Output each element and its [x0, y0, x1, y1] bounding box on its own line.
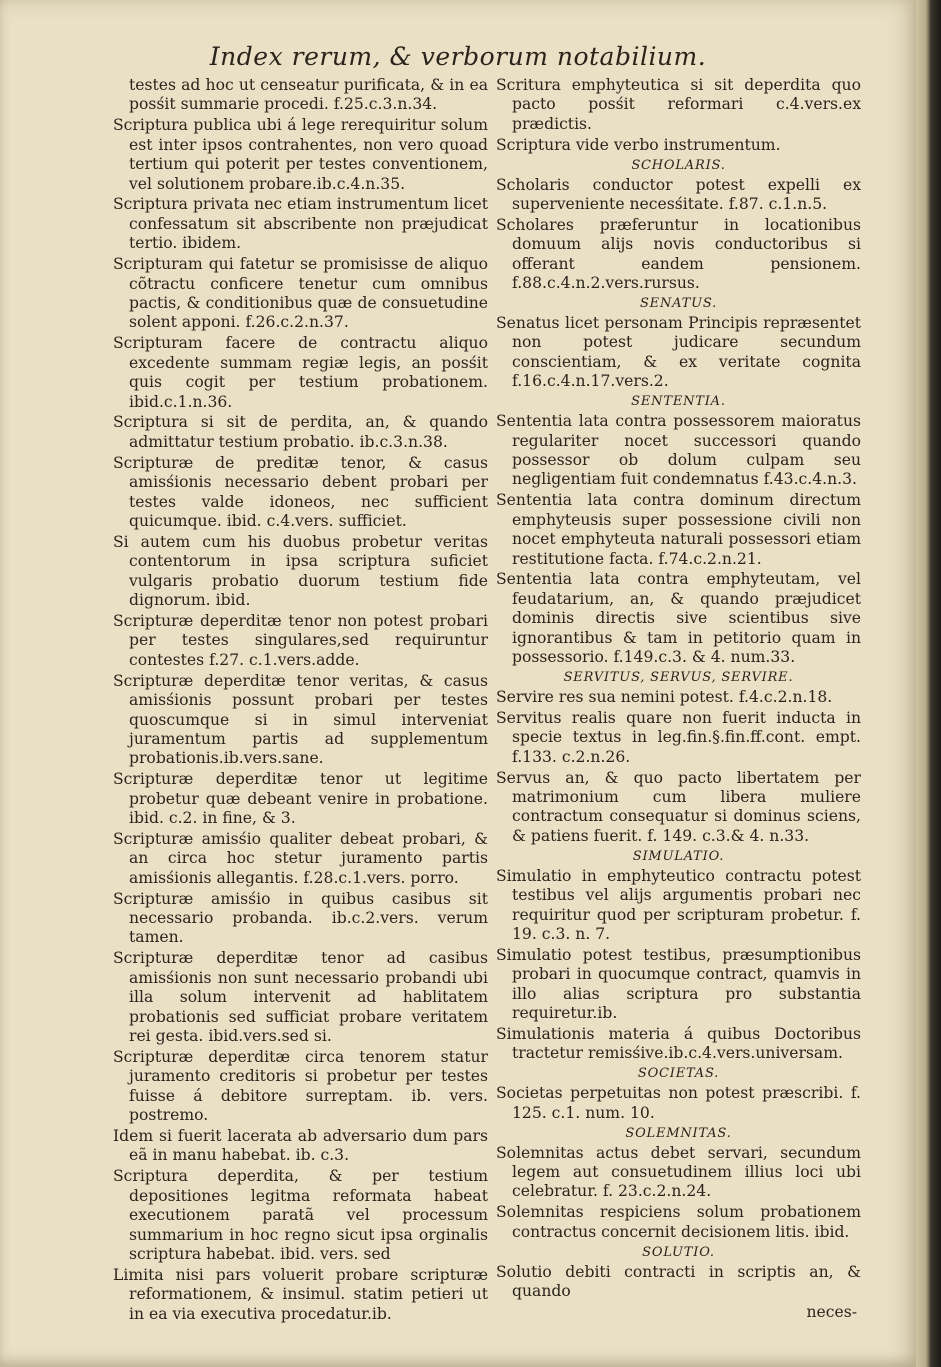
index-entry: Scripturam facere de contractu aliquo excedente summam regiæ legis, an posśit quis cogit per testium probationem. ibid.c.1.n.36. [113, 334, 488, 411]
index-entry: Solemnitas actus debet servari, secundum legem aut consuetudinem illius loci ubi celebratur. f. 23.c.2.n.24. [496, 1143, 861, 1201]
index-entry: Scripturæ amisśio qualiter debeat probari, & an circa hoc stetur juramento partis amisśionis allegantis. f.28.c.1.vers. porro. [113, 829, 488, 887]
index-entry: Scholares præferuntur in locationibus domuum alijs novis conductoribus si offerant eandem pensionem. f.88.c.4.n.2.vers.rursus. [496, 215, 861, 293]
index-entry: Servus an, & quo pacto libertatem per matrimonium cum libera muliere contractum consequatur si dominus sciens, & patiens fuerit. f. 149. c.3.& 4. n.33. [496, 768, 861, 845]
index-entry: Societas perpetuitas non potest præscribi. f. 125. c.1. num. 10. [496, 1084, 861, 1122]
index-entry: Solutio debiti contracti in scriptis an, & quando [496, 1262, 861, 1301]
index-entry: Si autem cum his duobus probetur veritas contentorum in ipsa scriptura suficiet vulgaris probatio duorum testium fide dignorum. ibid. [113, 532, 488, 610]
right-column [496, 76, 861, 1322]
index-entry: Sententia lata contra dominum directum emphyteusis super possessione civili non nocet emphyteuta naturali possessori etiam restitutione facta. f.74.c.2.n.21. [496, 491, 861, 568]
left-column [113, 76, 488, 1326]
section-heading: SCHOLARIS. [631, 157, 726, 173]
index-entry: Scriptura deperdita, & per testium depositiones legitma reformata habeat executionem paratã vel processum summarium in hoc regno sicut ipsa orginalis scriptura habebat. ibid. vers. sed [113, 1167, 488, 1263]
index-entry: Scriptura publica ubi á lege rerequiritur solum est inter ipsos contrahentes, non vero quoad tertium qui poterit per testes conventionem, vel solutionem probare.ib.c.4.n.35. [113, 116, 488, 193]
catchword: neces- [806, 1302, 857, 1321]
index-entry: Senatus licet personam Principis repræsentet non potest judicare secundum conscientiam, & ex veritate cognita f.16.c.4.n.17.vers.2. [496, 314, 861, 391]
index-entry: Scriptura si sit de perdita, an, & quando admittatur testium probatio. ib.c.3.n.38. [113, 413, 488, 451]
index-entry: Idem si fuerit lacerata ab adversario dum pars eã in manu habebat. ib. c.3. [113, 1127, 488, 1165]
index-entry: Limita nisi pars voluerit probare scripturæ reformationem, & insimul. statim petieri ut in ea via executiva procedatur.ib. [113, 1265, 488, 1323]
section-heading: SOCIETAS. [637, 1066, 720, 1082]
index-entry: Servitus realis quare non fuerit inducta in specie textus in leg.fin.§.fin.ff.cont. empt. f.133. c.2.n.26. [496, 708, 861, 766]
index-entry: Servire res sua nemini potest. f.4.c.2.n.18. [496, 687, 833, 706]
index-entry: Scriptura vide verbo instrumentum. [496, 135, 781, 154]
index-entry: Scriptura privata nec etiam instrumentum licet confessatum sit abscribente non præjudicat tertio. ibidem. [113, 195, 488, 253]
index-entry: Scripturæ deperditæ tenor veritas, & casus amisśionis possunt probari per testes quoscumque si in simul interveniat juramentum partis ad supplementum probationis.ib.vers.sane. [113, 671, 488, 768]
section-heading: SENATUS. [639, 296, 718, 312]
index-entry: Scritura emphyteutica si sit deperdita quo pacto posśit reformari c.4.vers.ex prædictis. [496, 76, 861, 133]
index-entry: Sententia lata contra emphyteutam, vel feudatarium, an, & quando præjudicet dominis directis sive scientibus sive ignorantibus & tam in petitorio quam in possessorio. f.149.c.3. & 4. num.33. [496, 570, 861, 667]
index-entry: Scholaris conductor potest expelli ex superveniente necesśitate. f.87. c.1.n.5. [496, 175, 861, 214]
section-heading: SERVITUS, SERVUS, SERVIRE. [563, 669, 794, 685]
index-entry: Scripturæ deperditæ tenor ad casibus amisśionis non sunt necessario probandi ubi illa solum intervenit ad hablitatem probationis sed sufficiat probare veritatem rei gesta. ibid.vers.sed si. [113, 949, 488, 1045]
book-spine [916, 0, 941, 1367]
index-entry: Scripturæ deperditæ circa tenorem statur juramento creditoris si probetur per testes fuisse á debitore surreptam. ib. vers. postremo. [113, 1047, 488, 1125]
index-entry: Scripturæ deperditæ tenor ut legitime probetur quæ debeant venire in probatione. ibid. c.2. in fine, & 3. [113, 770, 488, 828]
index-entry: Solemnitas respiciens solum probationem contractus concernit decisionem litis. ibid. [496, 1203, 861, 1241]
index-entry: Simulatio potest testibus, præsumptionibus probari in quocumque contract, quamvis in illo alias scriptura pro substantia requiretur.ib. [496, 945, 861, 1023]
section-heading: SOLUTIO. [642, 1244, 715, 1260]
index-entry: Scripturæ de preditæ tenor, & casus amisśionis necessario debent probari per testes valde idoneos, nec sufficient quicumque. ibid. c.4.vers. sufficiet. [113, 453, 488, 530]
page-header: Index rerum, & verborum notabilium. [209, 42, 707, 71]
index-entry: Scripturæ deperditæ tenor non potest probari per testes singulares,sed requiruntur contestes f.27. c.1.vers.adde. [113, 611, 488, 669]
section-heading: SENTENTIA. [631, 394, 726, 410]
index-entry: Sententia lata contra possessorem maioratus regulariter nocet successori quando possessor ob dolum culpam seu negligentiam fuit condemnatus f.43.c.4.n.3. [496, 412, 861, 489]
index-entry-continued: testes ad hoc ut censeatur purificata, & in ea posśit summarie procedi. f.25.c.3.n.34. [129, 76, 488, 114]
index-entry: Simulationis materia á quibus Doctoribus tractetur remisśive.ib.c.4.vers.universam. [496, 1024, 861, 1063]
index-entry: Scripturæ amisśio in quibus casibus sit necessario probanda. ib.c.2.vers. verum tamen. [113, 889, 488, 947]
index-entry: Scripturam qui fatetur se promisisse de aliquo cõtractu conficere tenetur cum omnibus pactis, & conditionibus quæ de consuetudine solent apponi. f.26.c.2.n.37. [113, 255, 488, 332]
section-heading: SOLEMNITAS. [625, 1125, 732, 1141]
section-heading: SIMULATIO. [632, 848, 725, 864]
index-entry: Simulatio in emphyteutico contractu potest testibus vel alijs argumentis probari nec requiritur quod per scripturam probetur. f. 19. c.3. n. 7. [496, 866, 861, 943]
